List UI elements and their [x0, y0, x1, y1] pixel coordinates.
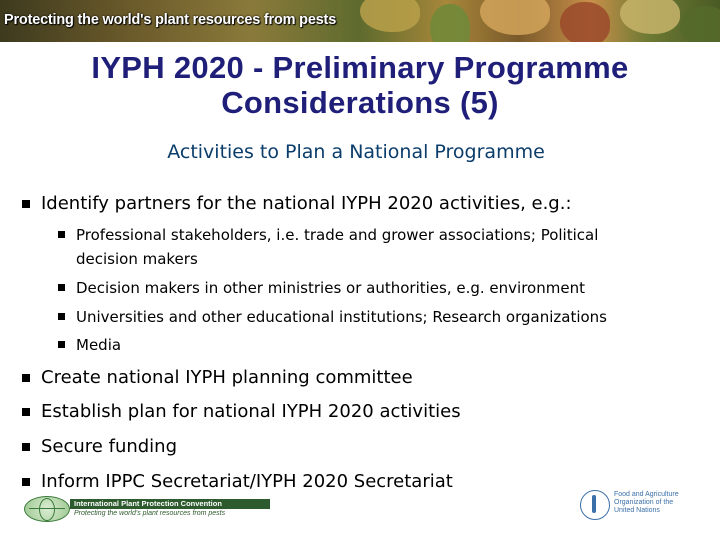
bullet-text: Create national IYPH planning committee [41, 367, 413, 388]
globe-icon [24, 496, 70, 522]
bullet-marker [58, 284, 65, 291]
sub-bullet-text: Universities and other educational institutions; Research organizations [76, 308, 607, 326]
bullet-text: Secure funding [41, 436, 178, 457]
slide-title-line2: Considerations (5) [221, 85, 499, 120]
plant-illustration [680, 6, 720, 42]
bullet-text: Identify partners for the national IYPH 2020 activities, e.g.: [41, 193, 572, 214]
bullet-marker [22, 408, 30, 416]
sub-bullet-text: Decision makers in other ministries or authorities, e.g. environment [76, 279, 585, 297]
fao-name-line: Organization of the [614, 499, 674, 506]
sub-bullet-text: decision makers [76, 250, 198, 268]
bullet-text: Inform IPPC Secretariat/IYPH 2020 Secretariat [41, 471, 453, 492]
fao-name-line: Food and Agriculture [614, 491, 679, 498]
bullet-marker [22, 200, 30, 208]
header-banner [0, 0, 720, 42]
plant-illustration [620, 0, 680, 34]
fao-name-line: United Nations [614, 507, 660, 514]
bullet-marker [58, 341, 65, 348]
bullet-marker [58, 231, 65, 238]
bullet-marker [22, 478, 30, 486]
sub-bullet-text: Professional stakeholders, i.e. trade and grower associations; Political [76, 226, 599, 244]
fao-name [614, 491, 710, 515]
bullet-text: Establish plan for national IYPH 2020 activities [41, 401, 461, 422]
ippc-name: International Plant Protection Convention [74, 499, 222, 508]
fao-logo [580, 488, 710, 522]
ippc-tagline: Protecting the world's plant resources from pests [74, 510, 226, 517]
ippc-logo [24, 496, 274, 522]
banner-title: Protecting the world's plant resources from pests [4, 12, 337, 28]
bullet-marker [22, 374, 30, 382]
slide-subtitle: Activities to Plan a National Programme [167, 141, 545, 163]
bullet-marker [22, 443, 30, 451]
plant-illustration [430, 4, 470, 42]
slide-title [0, 50, 720, 120]
sub-bullet-text: Media [76, 336, 122, 354]
plant-illustration [480, 0, 550, 35]
plant-illustration [560, 2, 610, 42]
bullet-marker [58, 313, 65, 320]
fao-emblem-icon [580, 490, 610, 520]
plant-illustration [360, 0, 420, 32]
slide-title-line1: IYPH 2020 - Preliminary Programme [91, 50, 629, 85]
